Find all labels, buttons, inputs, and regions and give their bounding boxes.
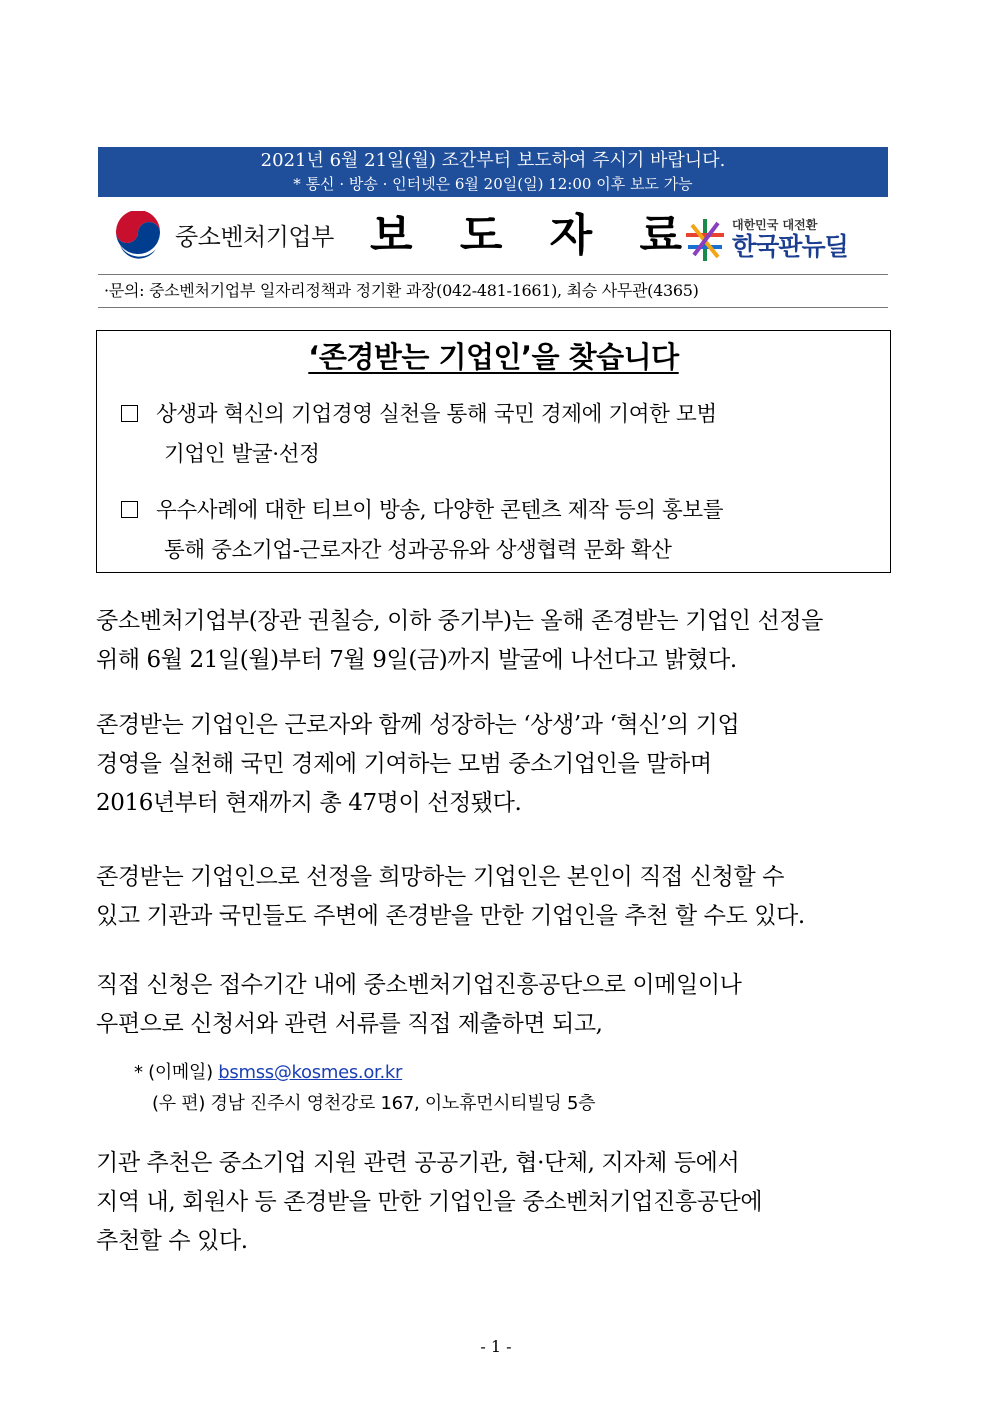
bullet-line: 상생과 혁신의 기업경영 실천을 통해 국민 경제에 기여한 모범	[156, 402, 717, 427]
new-deal-logo-icon	[680, 215, 730, 265]
paragraph-line: 있고 기관과 국민들도 주변에 존경받을 만한 기업인을 추천 할 수도 있다.	[96, 903, 805, 929]
postal-note: (우 편) 경남 진주시 영천강로 167, 이노휴먼시티빌딩 5층	[152, 1093, 596, 1114]
body-paragraph	[96, 706, 896, 823]
paragraph-line: 위해 6월 21일(월)부터 7월 9일(금)까지 발굴에 나선다고 밝혔다.	[96, 647, 737, 673]
embargo-banner	[98, 147, 888, 197]
embargo-line-2: * 통신 · 방송 · 인터넷은 6월 20일(일) 12:00 이후 보도 가능	[293, 175, 693, 193]
body-paragraph	[96, 1144, 896, 1261]
paragraph-line: 중소벤처기업부(장관 권칠승, 이하 중기부)는 올해 존경받는 기업인 선정을	[96, 608, 823, 634]
bullet-line: 기업인 발굴·선정	[164, 442, 320, 467]
body-paragraph	[96, 966, 896, 1044]
email-label: * (이메일)	[134, 1062, 213, 1083]
paragraph-line: 직접 신청은 접수기간 내에 중소벤처기업진흥공단으로 이메일이나	[96, 972, 742, 998]
summary-box	[96, 330, 891, 573]
bullet-line: 우수사례에 대한 티브이 방송, 다양한 콘텐츠 제작 등의 홍보를	[156, 498, 724, 523]
press-release-title: 보 도 자 료	[370, 210, 698, 261]
body-paragraph	[96, 602, 896, 680]
paragraph-line: 지역 내, 회원사 등 존경받을 만한 기업인을 중소벤처기업진흥공단에	[96, 1189, 763, 1215]
email-note	[134, 1059, 402, 1087]
paragraph-line: 기관 추천은 중소기업 지원 관련 공공기관, 협·단체, 지자체 등에서	[96, 1150, 740, 1176]
ministry-name: 중소벤처기업부	[175, 223, 334, 251]
paragraph-line: 존경받는 기업인은 근로자와 함께 성장하는 ‘상생’과 ‘혁신’의 기업	[96, 712, 740, 738]
page-number: - 1 -	[480, 1337, 512, 1356]
paragraph-line: 경영을 실천해 국민 경제에 기여하는 모범 중소기업인을 말하며	[96, 751, 712, 777]
new-deal-name: 한국판뉴딜	[732, 232, 848, 261]
embargo-line-1: 2021년 6월 21일(월) 조간부터 보도하여 주시기 바랍니다.	[260, 150, 726, 171]
bullet-line: 통해 중소기업-근로자간 성과공유와 상생협력 문화 확산	[164, 538, 672, 563]
paragraph-line: 존경받는 기업인으로 선정을 희망하는 기업인은 본인이 직접 신청할 수	[96, 864, 785, 890]
square-bullet-icon	[121, 501, 138, 518]
paragraph-line: 2016년부터 현재까지 총 47명이 선정됐다.	[96, 790, 522, 816]
paragraph-line: 우편으로 신청서와 관련 서류를 직접 제출하면 되고,	[96, 1011, 603, 1037]
email-link[interactable]: bsmss@kosmes.or.kr	[218, 1062, 403, 1083]
body-paragraph	[96, 858, 896, 936]
headline-text: ‘존경받는 기업인’을 찾습니다	[308, 340, 679, 374]
headline	[97, 337, 890, 377]
new-deal-tagline: 대한민국 대전환	[732, 218, 818, 232]
government-emblem-icon	[112, 211, 164, 263]
contact-line: ·문의: 중소벤처기업부 일자리정책과 정기환 과장(042-481-1661), 최승 사무관(4365)	[98, 274, 888, 308]
square-bullet-icon	[121, 405, 138, 422]
paragraph-line: 추천할 수 있다.	[96, 1228, 248, 1254]
